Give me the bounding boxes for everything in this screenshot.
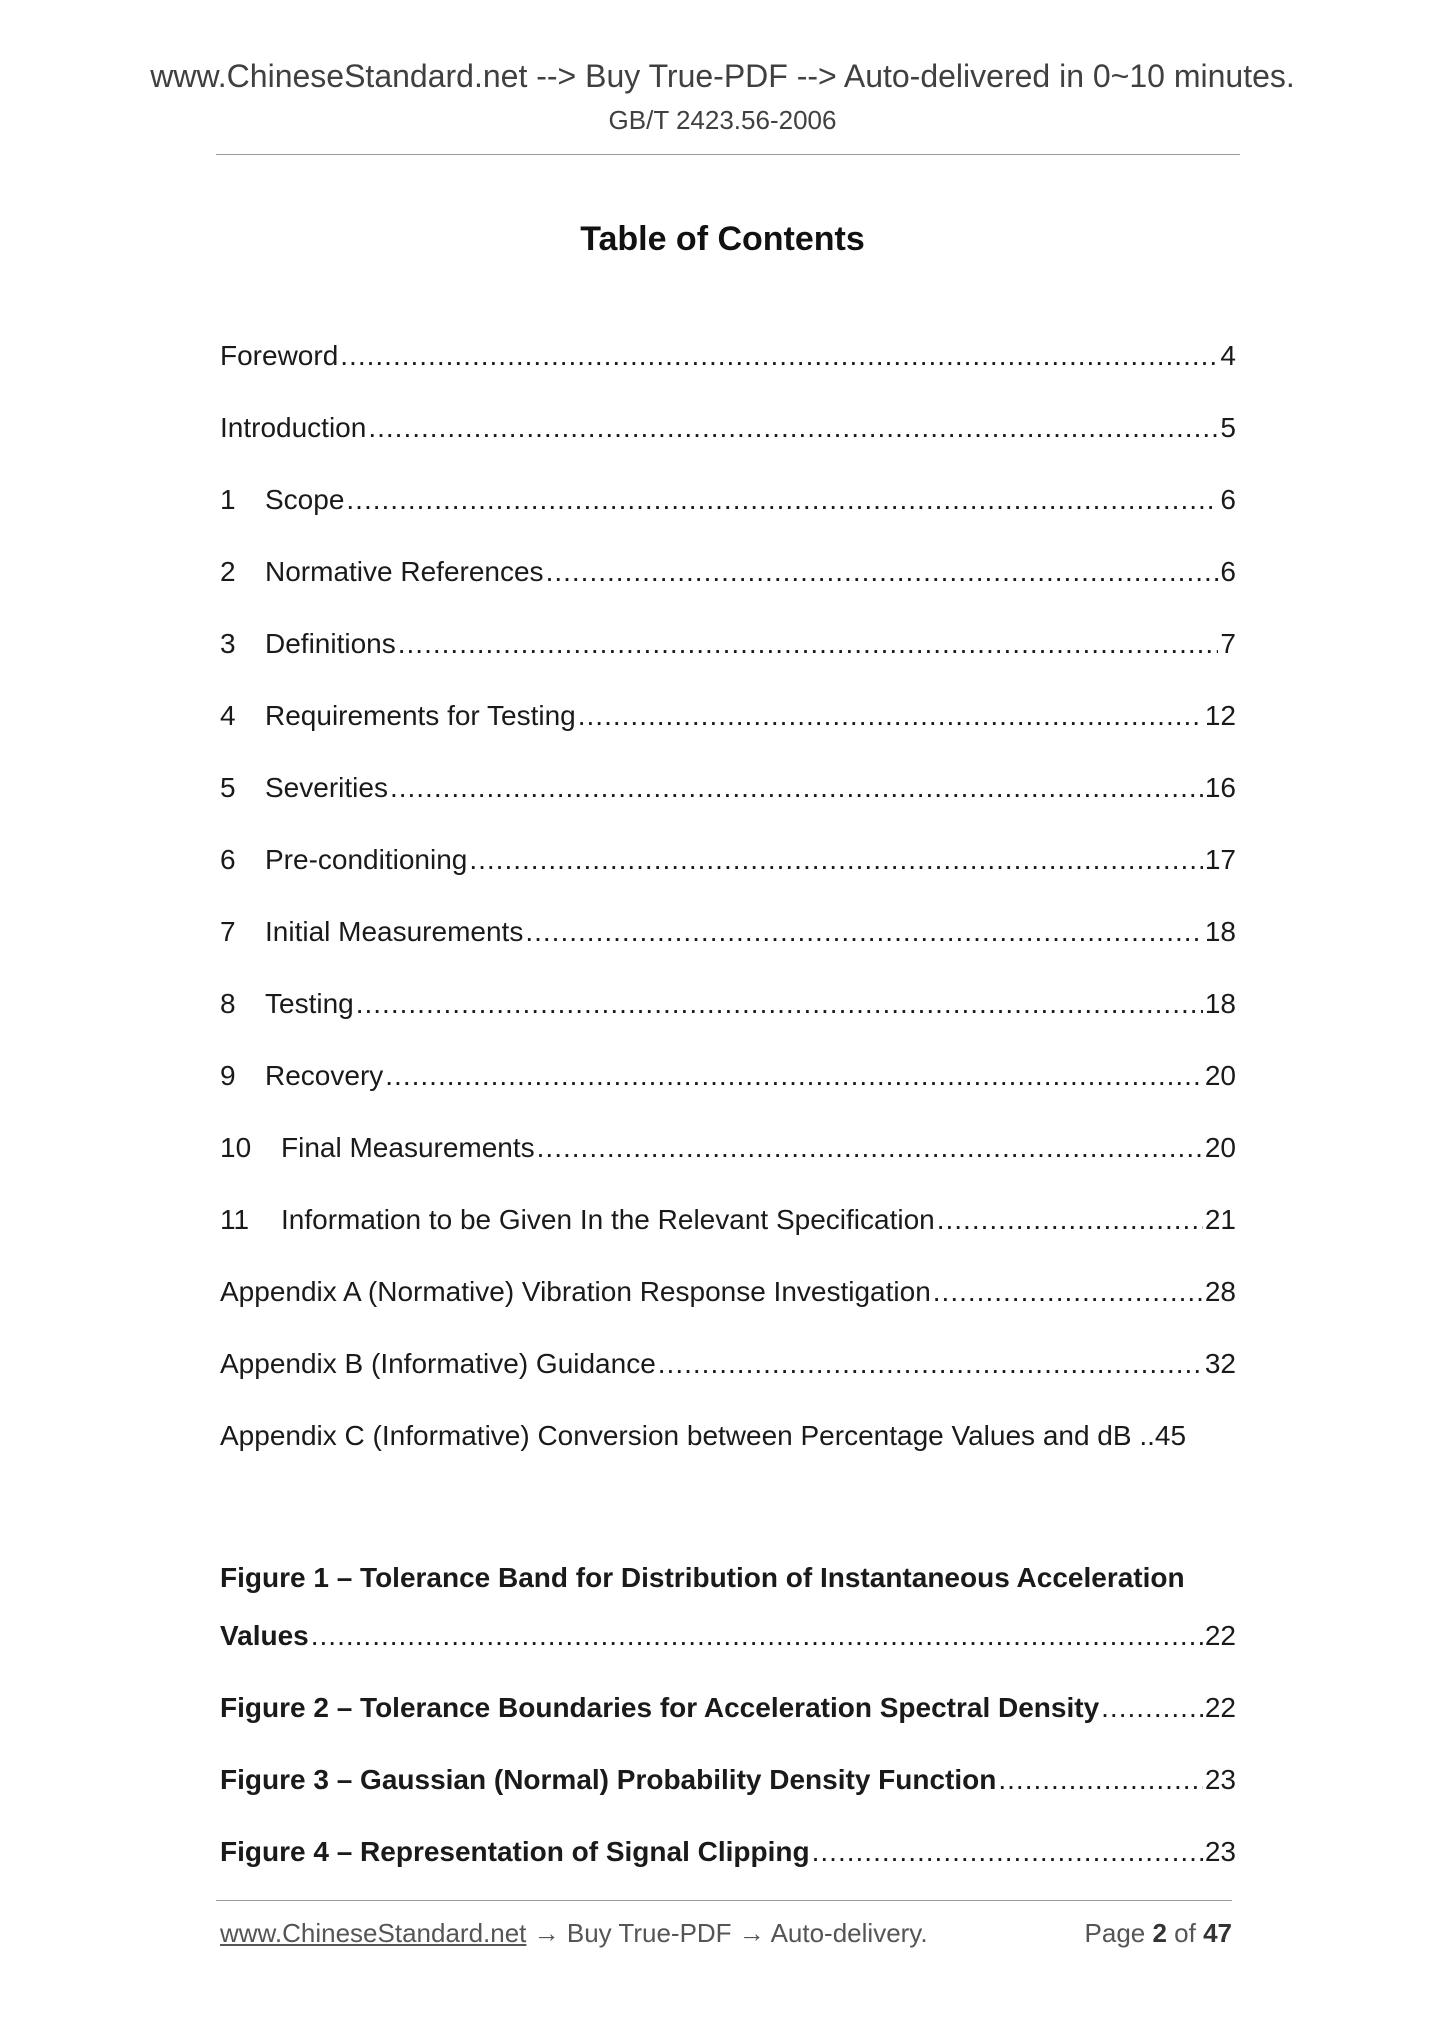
toc-entry-page: 28 [1204,1276,1236,1307]
toc-entry-number: 11 [220,1204,250,1235]
standard-number: GB/T 2423.56-2006 [608,105,837,135]
toc-entry-label: Normative References [265,556,544,587]
toc-title: Table of Contents [580,220,865,258]
toc-entry-appendix-a[interactable] [220,1272,1236,1344]
dot-leader [537,1128,1203,1168]
dot-leader [546,552,1219,592]
figure-entry-page: 23 [1204,1836,1236,1867]
page-current: 2 [1152,1918,1167,1948]
figure-entry-label: Figure 4 – Representation of Signal Clipping [220,1836,810,1867]
figure-entry-label: Figure 3 – Gaussian (Normal) Probability Density Function [220,1764,997,1795]
toc-entry-page: 20 [1204,1060,1236,1091]
dot-leader [346,480,1218,520]
dot-leader [398,624,1219,664]
header-banner: www.ChineseStandard.net --> Buy True-PDF --> Auto-delivered in 0~10 minutes. [150,58,1295,94]
toc-entry-definitions[interactable] [220,624,1236,696]
figure-entry-label: Figure 2 – Tolerance Boundaries for Acceleration Spectral Density [220,1692,1100,1723]
toc-entry-page: 5 [1220,412,1236,443]
header-divider [216,154,1240,155]
dot-leader [340,336,1218,376]
toc-entry-page: 4 [1220,340,1236,371]
toc-entry-page: 7 [1220,628,1236,659]
page-total: 47 [1203,1918,1232,1948]
toc-entry-testing[interactable] [220,984,1236,1056]
toc-entry-appendix-b[interactable] [220,1344,1236,1416]
toc-entry-number: 5 [220,772,236,803]
dot-leader [658,1344,1203,1384]
toc-entry-scope[interactable] [220,480,1236,552]
toc-entry-number: 7 [220,916,236,947]
dot-leader [578,696,1203,736]
toc-entry-label: Introduction [220,412,367,443]
toc-entry-number: 4 [220,700,236,731]
page-indicator [1085,1916,1232,1950]
toc-entry-introduction[interactable] [220,408,1236,480]
toc-entry-label: Severities [265,772,388,803]
toc-entry-label: Information to be Given In the Relevant Specification [281,1204,935,1235]
toc-entry-label: Initial Measurements [265,916,524,947]
dot-leader [390,768,1203,808]
toc-entry-number: 10 [220,1132,252,1163]
page-of: of [1166,1918,1204,1948]
dot-leader [937,1200,1203,1240]
figure-entry-3[interactable] [220,1760,1236,1832]
figure-entry-1[interactable] [220,1558,1236,1688]
toc-entry-page: 21 [1204,1204,1236,1235]
figure-entry-page: 22 [1204,1692,1236,1723]
toc-list [220,336,1236,1488]
toc-entry-number: 2 [220,556,236,587]
figure-entry-page: 23 [1204,1764,1236,1795]
dot-leader [933,1272,1203,1312]
toc-entry-label: Pre-conditioning [265,844,468,875]
toc-entry-page: 6 [1220,484,1236,515]
footer-site-link[interactable]: www.ChineseStandard.net [220,1918,527,1948]
toc-entry-page: 18 [1204,988,1236,1019]
toc-entry-label: Testing [265,988,354,1019]
page-prefix: Page [1084,1918,1153,1948]
toc-entry-pre-conditioning[interactable] [220,840,1236,912]
toc-entry-label: Recovery [265,1060,384,1091]
toc-entry-page: 17 [1204,844,1236,875]
toc-entry-page: 32 [1204,1348,1236,1379]
toc-entry-number: 3 [220,628,236,659]
toc-entry-label: Appendix B (Informative) Guidance [220,1348,656,1379]
toc-entry-recovery[interactable] [220,1056,1236,1128]
figure-entry-label-continued: Values [220,1620,309,1651]
dot-leader [311,1616,1203,1656]
toc-entry-information[interactable] [220,1200,1236,1272]
footer-left [220,1916,928,1950]
toc-entry-severities[interactable] [220,768,1236,840]
toc-entry-label: Requirements for Testing [265,700,576,731]
dot-leader [385,1056,1203,1096]
toc-entry-label: Foreword [220,340,339,371]
toc-entry-label: Final Measurements [281,1132,535,1163]
toc-entry-page: 12 [1204,700,1236,731]
toc-entry-requirements[interactable] [220,696,1236,768]
toc-entry-number: 6 [220,844,236,875]
figure-entry-4[interactable] [220,1832,1236,1904]
toc-entry-label: Definitions [265,628,396,659]
footer-tagline: → Buy True-PDF → Auto-delivery. [526,1918,928,1948]
toc-entry-label: Scope [265,484,345,515]
toc-entry-page: 45 [1154,1420,1187,1451]
figure-entry-2[interactable] [220,1688,1236,1760]
toc-entry-page: 18 [1204,916,1236,947]
dot-leader [525,912,1203,952]
toc-entry-number: 1 [220,484,236,515]
toc-entry-number: 9 [220,1060,236,1091]
toc-entry-label: Appendix A (Normative) Vibration Response Investigation [220,1276,931,1307]
toc-entry-foreword[interactable] [220,336,1236,408]
toc-entry-label: Appendix C (Informative) Conversion between Percentage Values and dB .. [220,1420,1155,1451]
toc-entry-number: 8 [220,988,236,1019]
toc-entry-appendix-c[interactable] [220,1416,1236,1488]
figure-entry-page: 22 [1204,1620,1236,1651]
dot-leader [356,984,1203,1024]
toc-entry-final-measurements[interactable] [220,1128,1236,1200]
toc-entry-initial-measurements[interactable] [220,912,1236,984]
toc-entry-page: 6 [1220,556,1236,587]
dot-leader [998,1760,1202,1800]
footer-divider [216,1900,1232,1901]
dot-leader [1101,1688,1203,1728]
dot-leader [469,840,1203,880]
toc-entry-page: 20 [1204,1132,1236,1163]
figure-entry-label: Figure 1 – Tolerance Band for Distribution of Instantaneous Acceleration [220,1562,1185,1593]
figure-list [220,1558,1236,1904]
dot-leader [812,1832,1203,1872]
toc-entry-normative-references[interactable] [220,552,1236,624]
footer [220,1916,1232,1950]
toc-entry-page: 16 [1204,772,1236,803]
dot-leader [368,408,1218,448]
